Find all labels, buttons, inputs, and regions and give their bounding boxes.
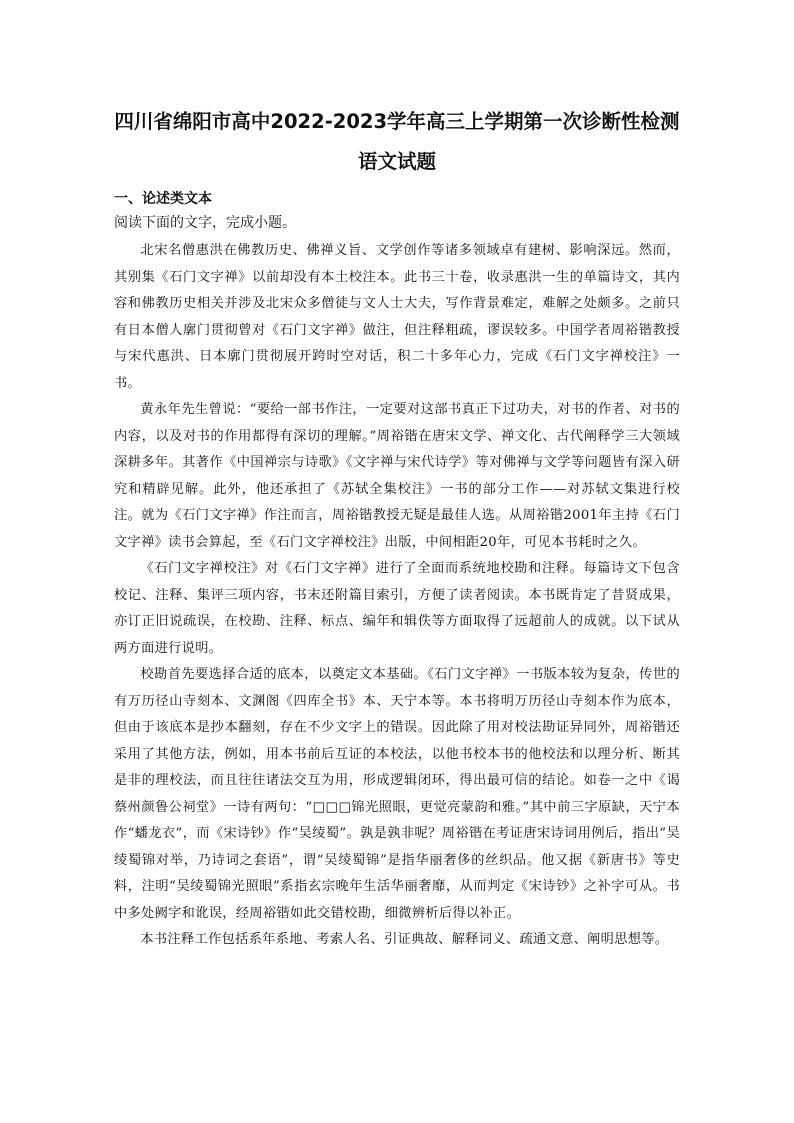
document-title-line2: 语文试题 — [357, 150, 436, 173]
article-body — [114, 238, 680, 954]
instruction-text: 阅读下面的文字，完成小题。 — [114, 215, 296, 231]
document-title-line1: 四川省绵阳市高中2022-2023学年高三上学期第一次诊断性检测 — [114, 110, 680, 133]
paragraph: 《石门文字禅校注》对《石门文字禅》进行了全面而系统地校勘和注释。每篇诗文下包含校记、注释、集评三项内容，书末还附篇目索引，方便了读者阅读。本书既肯定了昔贤成果，亦订正旧说疏误，在校勘、注释、标点、编年和辑佚等方面取得了远超前人的成就。以下试从两方面进行说明。 — [114, 561, 680, 656]
section-heading: 一、论述类文本 — [114, 191, 212, 207]
paragraph: 校勘首先要选择合适的底本，以奠定文本基础。《石门文字禅》一书版本较为复杂，传世的有万历径山寺刻本、文渊阁《四库全书》本、天宁本等。本书将明万历径山寺刻本作为底本，但由于该底本是抄本翻刻，存在不少文字上的错误。因此除了用对校法勘证异同外，周裕锴还采用了其他方法，例如，用本书前后互证的本校法，以他书校本书的他校法和以理分析、断其是非的理校法，而且往往诸法交互为用，形成逻辑闭环，得出最可信的结论。如卷一之中《谒蔡州颜鲁公祠堂》一诗有两句：“□□□锦光照眼，更觉亮蒙韵和雅。”其中前三字原缺，天宁本作“蟠龙衣”，而《宋诗钞》作“吴绫蜀”。孰是孰非呢？周裕锴在考证唐宋诗词用例后，指出“吴绫蜀锦对举，乃诗词之套语”，谓“吴绫蜀锦”是指华丽奢侈的丝织品。他又据《新唐书》等史料，注明“吴绫蜀锦光照眼”系指玄宗晚年生活华丽奢靡，从而判定《宋诗钞》之补字可从。书中多处阙字和讹误，经周裕锴如此交错校勘，细微辨析后得以补正。 — [114, 667, 680, 921]
paragraph: 本书注释工作包括系年系地、考索人名、引证典故、解释词义、疏通文意、阐明思想等。 — [140, 932, 669, 947]
paragraph: 北宋名僧惠洪在佛教历史、佛禅义旨、文学创作等诸多领域卓有建树、影响深远。然而，其别集《石门文字禅》以前却没有本土校注本。此书三十卷，收录惠洪一生的单篇诗文，其内容和佛教历史相关并涉及北宋众多僧徒与文人士大夫，写作背景难定，难解之处颇多。之前只有日本僧人廓门贯彻曾对《石门文字禅》做注，但注释粗疏，谬误较多。中国学者周裕锴教授与宋代惠洪、日本廓门贯彻展开跨时空对话，积二十多年心力，完成《石门文字禅校注》一书。 — [114, 243, 680, 391]
paragraph: 黄永年先生曾说：“要给一部书作注，一定要对这部书真正下过功夫，对书的作者、对书的内容，以及对书的作用都得有深切的理解。”周裕锴在唐宋文学、禅文化、古代阐释学三大领域深耕多年。其著作《中国禅宗与诗歌》《文字禅与宋代诗学》等对佛禅与文学等问题皆有深入研究和精辟见解。此外，他还承担了《苏轼全集校注》一书的部分工作——对苏轼文集进行校注。就为《石门文字禅》作注而言，周裕锴教授无疑是最佳人选。从周裕锴2001年主持《石门文字禅》读书会算起，至《石门文字禅校注》出版，中间相距20年，可见本书耗时之久。 — [114, 402, 680, 550]
